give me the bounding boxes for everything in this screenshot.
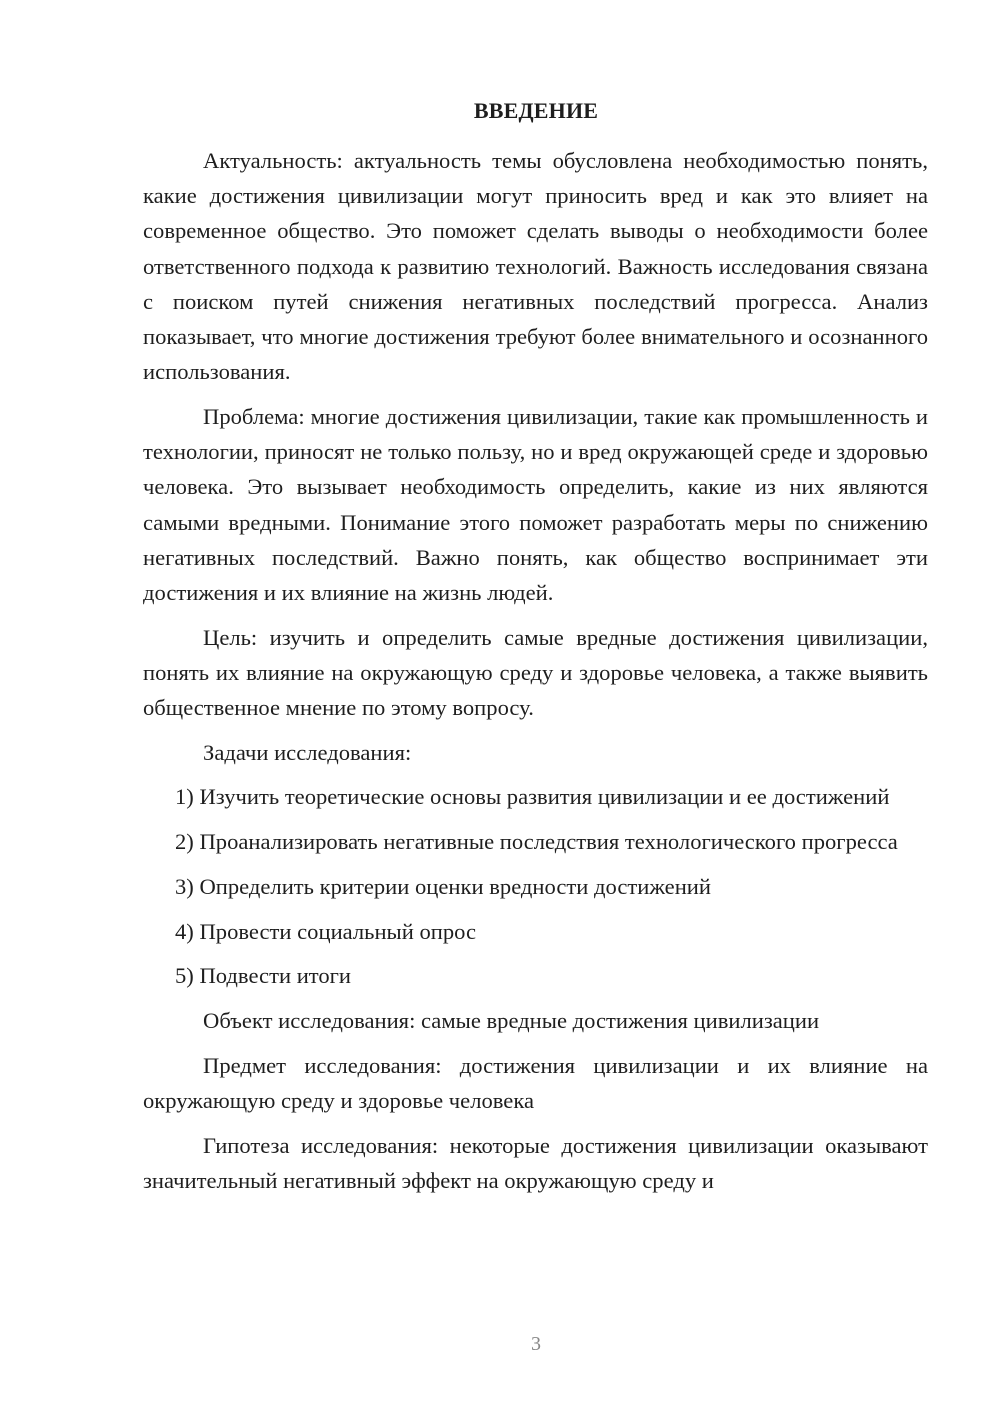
page-number: 3	[531, 1333, 541, 1355]
task-item-2: 2) Проанализировать негативные последствия технологического прогресса	[175, 829, 898, 855]
body-text	[143, 143, 928, 1207]
task-item-1: 1) Изучить теоретические основы развития цивилизации и ее достижений	[175, 784, 890, 810]
paragraph-hypothesis: Гипотеза исследования: некоторые достижения цивилизации оказывают значительный негативный эффект на окружающую среду и	[143, 1132, 928, 1193]
paragraph-subject: Предмет исследования: достижения цивилизации и их влияние на окружающую среду и здоровье человека	[143, 1052, 928, 1113]
paragraph-object: Объект исследования: самые вредные достижения цивилизации	[203, 1007, 820, 1033]
task-item-5: 5) Подвести итоги	[175, 963, 352, 989]
paragraph-relevance: Актуальность: актуальность темы обусловлена необходимостью понять, какие достижения цивилизации могут приносить вред и как это влияет на современное общество. Это поможет сделать выводы о необходимости более ответственного подхода к развитию технологий. Важность исследования связана с поиском путей снижения негативных последствий прогресса. Анализ показывает, что многие достижения требуют более внимательного и осознанного использования.	[143, 148, 928, 385]
paragraph-goal: Цель: изучить и определить самые вредные достижения цивилизации, понять их влияние на окружающую среду и здоровье человека, а также выявить общественное мнение по этому вопросу.	[143, 624, 928, 721]
task-item-4: 4) Провести социальный опрос	[175, 918, 477, 944]
tasks-heading: Задачи исследования:	[203, 739, 412, 765]
paragraph-problem: Проблема: многие достижения цивилизации, такие как промышленность и технологии, приносят не только пользу, но и вред окружающей среде и здоровью человека. Это вызывает необходимость определить, какие из них являются самыми вредными. Понимание этого поможет разработать меры по снижению негативных последствий. Важно понять, как общество воспринимает эти достижения и их влияние на жизнь людей.	[143, 403, 928, 605]
task-item-3: 3) Определить критерии оценки вредности достижений	[175, 873, 711, 899]
section-heading: ВВЕДЕНИЕ	[473, 98, 599, 123]
